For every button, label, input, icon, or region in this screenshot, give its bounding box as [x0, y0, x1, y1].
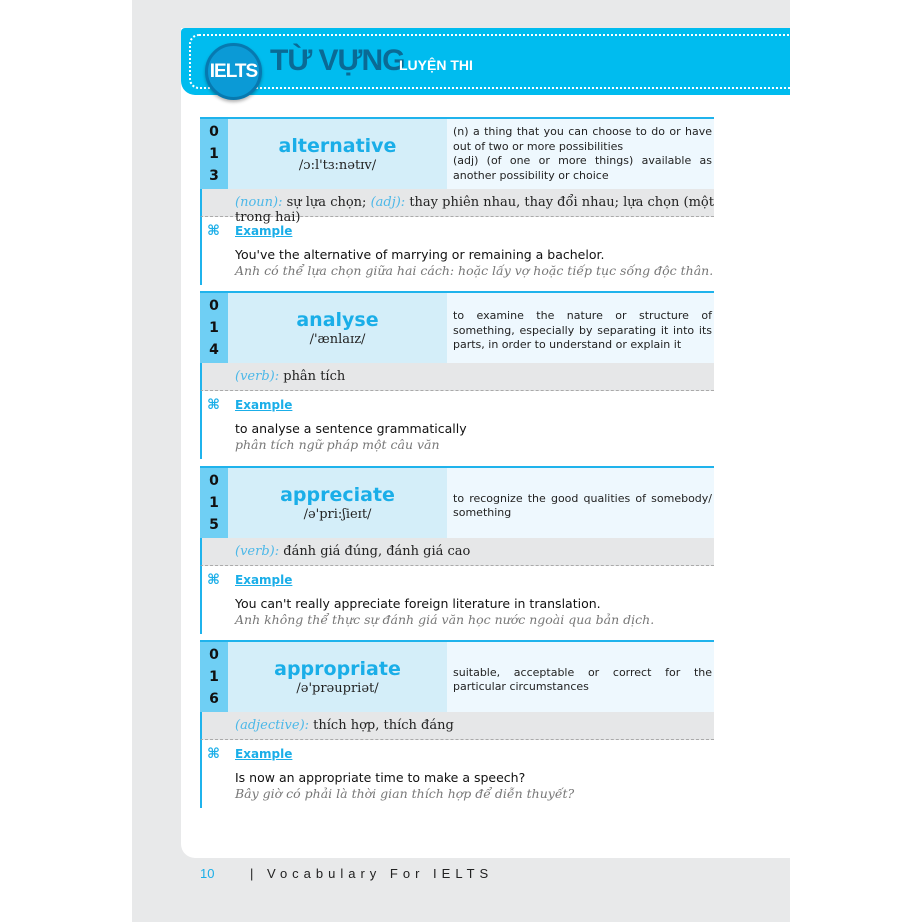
example-section — [200, 391, 714, 459]
vocab-entry — [200, 640, 714, 808]
entry-digit: 5 — [209, 517, 219, 533]
part-of-speech: (noun): — [235, 195, 283, 210]
word-cell — [228, 642, 447, 712]
entry-header — [200, 117, 714, 189]
entry-digit: 0 — [209, 298, 219, 314]
entry-digit: 1 — [209, 146, 219, 162]
entry-digit: 4 — [209, 342, 219, 358]
page-title: TỪ VỰNG — [270, 44, 405, 77]
phonetic: /ə'pri:ʃieɪt/ — [303, 507, 372, 522]
meaning: thay phiên nhau, thay đổi nhau; lựa chọn (một trong hai) — [235, 195, 714, 225]
definition: (n) a thing that you can choose to do or have out of two or more possibilities (adj) (of one or more things) available as another possibility or choice — [447, 119, 714, 189]
vietnamese-meaning — [200, 189, 714, 225]
meaning: đánh giá đúng, đánh giá cao — [279, 544, 471, 559]
meaning: phân tích — [279, 369, 346, 384]
definition: suitable, acceptable or correct for the particular circumstances — [447, 642, 714, 712]
example-label: Example — [235, 398, 293, 412]
entry-digit: 6 — [209, 691, 219, 707]
word-cell — [228, 293, 447, 363]
entry-number — [200, 468, 228, 538]
example-section — [200, 217, 714, 285]
entry-digit: 1 — [209, 495, 219, 511]
example-sentence: Is now an appropriate time to make a speech? — [235, 770, 526, 785]
example-label: Example — [235, 573, 293, 587]
meaning: thích hợp, thích đáng — [309, 718, 454, 733]
phonetic: /ə'prəupriət/ — [296, 681, 379, 696]
entry-number — [200, 642, 228, 712]
entry-header — [200, 291, 714, 363]
vocab-entry — [200, 466, 714, 634]
entry-number — [200, 293, 228, 363]
phonetic: /'ænlaɪz/ — [309, 332, 366, 347]
entry-digit: 0 — [209, 124, 219, 140]
command-symbol-icon: ⌘ — [207, 223, 220, 239]
headword: analyse — [296, 309, 379, 331]
example-sentence: You've the alternative of marrying or remaining a bachelor. — [235, 247, 605, 262]
entry-number — [200, 119, 228, 189]
command-symbol-icon: ⌘ — [207, 746, 220, 762]
example-label: Example — [235, 224, 293, 238]
example-label: Example — [235, 747, 293, 761]
example-translation: phân tích ngữ pháp một câu văn — [235, 437, 440, 452]
phonetic: /ɔ:l'tɜ:nətɪv/ — [298, 158, 377, 173]
part-of-speech: (adjective): — [235, 718, 310, 733]
vietnamese-meaning — [200, 538, 714, 566]
entry-digit: 1 — [209, 320, 219, 336]
meaning: sự lựa chọn; — [282, 195, 371, 210]
vietnamese-meaning — [200, 363, 714, 391]
example-sentence: to analyse a sentence grammatically — [235, 421, 467, 436]
page-number: 10 — [200, 866, 215, 881]
example-section — [200, 740, 714, 808]
entry-header — [200, 640, 714, 712]
example-translation: Anh không thể thực sự đánh giá văn học nước ngoài qua bản dịch. — [235, 612, 655, 627]
vietnamese-meaning — [200, 712, 714, 740]
example-translation: Bây giờ có phải là thời gian thích hợp để diễn thuyết? — [235, 786, 575, 801]
page-subtitle: LUYỆN THI — [399, 57, 473, 73]
example-translation: Anh có thể lựa chọn giữa hai cách: hoặc lấy vợ hoặc tiếp tục sống độc thân. — [235, 263, 714, 278]
entry-digit: 0 — [209, 473, 219, 489]
headword: appropriate — [274, 658, 401, 680]
example-section — [200, 566, 714, 634]
entry-digit: 1 — [209, 669, 219, 685]
headword: appreciate — [280, 484, 395, 506]
example-sentence: You can't really appreciate foreign literature in translation. — [235, 596, 601, 611]
command-symbol-icon: ⌘ — [207, 397, 220, 413]
book-title: | Vocabulary For IELTS — [250, 866, 494, 881]
word-cell — [228, 468, 447, 538]
part-of-speech: (adj): — [370, 195, 406, 210]
ielts-logo: IELTS — [205, 43, 262, 100]
part-of-speech: (verb): — [235, 544, 280, 559]
entry-digit: 3 — [209, 168, 219, 184]
headword: alternative — [278, 135, 397, 157]
vocab-entry — [200, 291, 714, 459]
word-cell — [228, 119, 447, 189]
entry-header — [200, 466, 714, 538]
definition: to recognize the good qualities of somebody/ something — [447, 468, 714, 538]
entry-digit: 0 — [209, 647, 219, 663]
definition: to examine the nature or structure of something, especially by separating it into its parts, in order to understand or explain it — [447, 293, 714, 363]
part-of-speech: (verb): — [235, 369, 280, 384]
vocab-entry — [200, 117, 714, 285]
command-symbol-icon: ⌘ — [207, 572, 220, 588]
